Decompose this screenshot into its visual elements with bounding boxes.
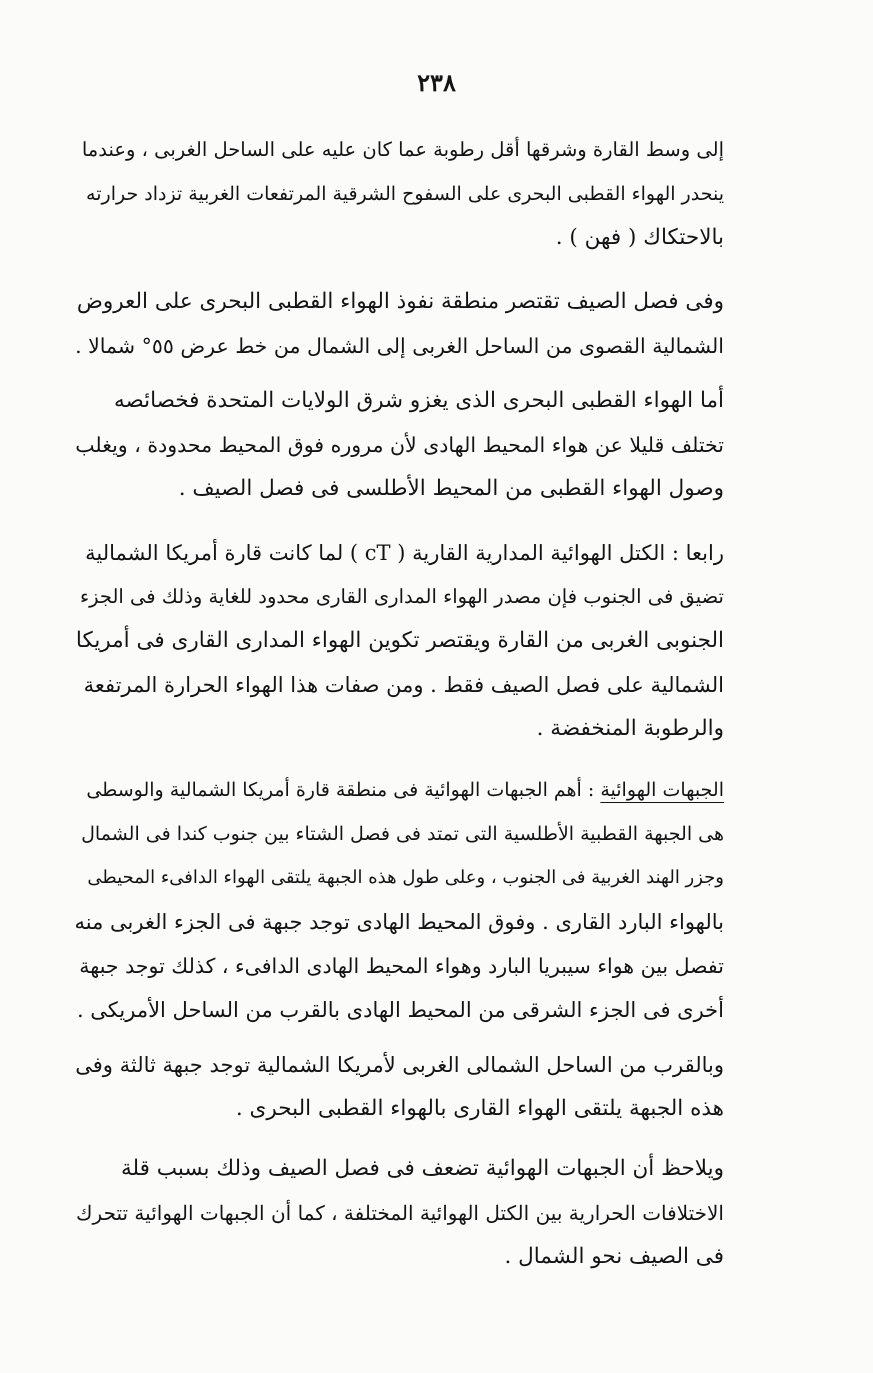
heading-continuation: : أهم الجبهات الهوائية فى منطقة قارة أمريكا الشمالية والوسطى xyxy=(86,779,601,801)
text-line: والرطوبة المنخفضة . xyxy=(536,716,724,741)
text-line: الشمالية القصوى من الساحل الغربى إلى الشمال من خط عرض ٥٥° شمالا . xyxy=(75,334,724,358)
text-line: ينحدر الهواء القطبى البحرى على السفوح الشرقية المرتفعات الغربية تزداد حرارته xyxy=(86,183,724,205)
text-line: الاختلافات الحرارية بين الكتل الهوائية المختلفة ، كما أن الجبهات الهوائية تتحرك xyxy=(76,1201,724,1225)
text-line: وجزر الهند الغربية فى الجنوب ، وعلى طول هذه الجبهة يلتقى الهواء الدافىء المحيطى xyxy=(87,867,724,888)
text-line: رابعا : الكتل الهوائية المدارية القارية ( cT ) لما كانت قارة أمريكا الشمالية xyxy=(85,541,724,565)
text-line: الشمالية على فصل الصيف فقط . ومن صفات هذا الهواء الحرارة المرتفعة xyxy=(83,673,724,697)
text-line xyxy=(74,768,724,812)
text-line: فى الصيف نحو الشمال . xyxy=(504,1244,724,1269)
text-line: تضيق فى الجنوب فإن مصدر الهواء المدارى القارى محدود للغاية وذلك فى الجزء xyxy=(79,585,724,608)
paragraph-3 xyxy=(74,379,724,511)
text-line: إلى وسط القارة وشرقها أقل رطوبة عما كان عليه على الساحل الغربى ، وعندما xyxy=(81,138,724,161)
paragraph-7 xyxy=(74,1147,724,1279)
text-line: ويلاحظ أن الجبهات الهوائية تضعف فى فصل الصيف وذلك بسبب قلة xyxy=(121,1156,724,1181)
paragraph-1 xyxy=(74,128,724,260)
text-line: وبالقرب من الساحل الشمالى الغربى لأمريكا الشمالية توجد جبهة ثالثة وفى xyxy=(75,1053,724,1077)
text-line: أخرى فى الجزء الشرقى من المحيط الهادى بالقرب من الساحل الأمريكى . xyxy=(76,998,724,1022)
text-line: وفى فصل الصيف تقتصر منطقة نفوذ الهواء القطبى البحرى على العروض xyxy=(76,289,724,314)
paragraph-4 xyxy=(74,531,724,751)
text-line: تفصل بين هواء سيبريا البارد وهواء المحيط الهادى الدافىء ، كذلك توجد جبهة xyxy=(79,954,724,978)
section-heading: الجبهات الهوائية xyxy=(600,779,724,801)
paragraph-5 xyxy=(74,768,724,1032)
text-line: أما الهواء القطبى البحرى الذى يغزو شرق الولايات المتحدة فخصائصه xyxy=(113,388,724,413)
text-line: بالاحتكاك ( فهن ) . xyxy=(555,225,724,250)
text-line: بالهواء البارد القارى . وفوق المحيط الهادى توجد جبهة فى الجزء الغربى منه xyxy=(74,910,724,934)
paragraph-2 xyxy=(74,280,724,368)
text-line: الجنوبى الغربى من القارة ويقتصر تكوين الهواء المدارى القارى فى أمريكا xyxy=(75,628,724,653)
text-line: تختلف قليلا عن هواء المحيط الهادى لأن مروره فوق المحيط محدودة ، ويغلب xyxy=(75,433,724,457)
text-line: وصول الهواء القطبى من المحيط الأطلسى فى فصل الصيف . xyxy=(178,476,724,501)
text-line: هى الجبهة القطبية الأطلسية التى تمتد فى فصل الشتاء بين جنوب كندا فى الشمال xyxy=(81,823,724,845)
paragraph-6 xyxy=(74,1043,724,1131)
page-number: ٢٣٨ xyxy=(417,68,456,97)
text-line: هذه الجبهة يلتقى الهواء القارى بالهواء القطبى البحرى . xyxy=(235,1096,724,1121)
